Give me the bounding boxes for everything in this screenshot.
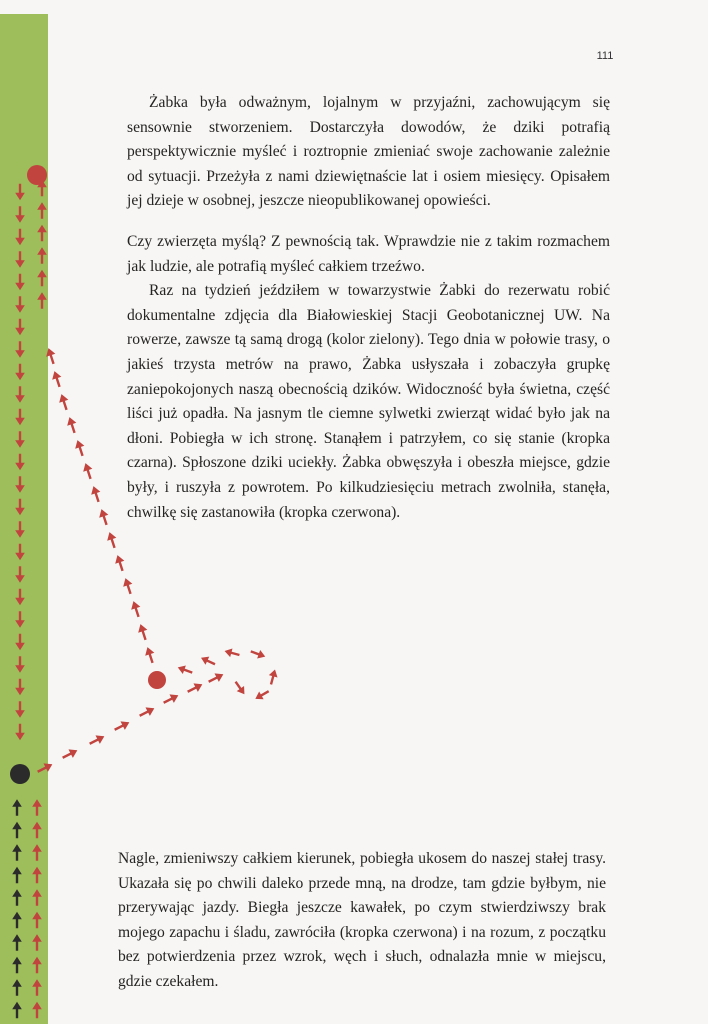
red-arrow-path-return bbox=[129, 600, 143, 619]
black-dot-stop-point bbox=[10, 764, 30, 784]
red-arrow-loop bbox=[199, 654, 217, 669]
red-arrow-path-out bbox=[161, 691, 180, 707]
red-arrow-loop bbox=[223, 647, 240, 660]
paragraph: Żabka była odważnym, lojalnym w przyjaźni, zachowującym się sensownie stworzeniem. Dostarczyła dowodów, że dziki potrafią perspektywicznie myśleć i roztropnie zmieniać swoje zachowanie zależnie od sytuacji. Przeżyła z nami dziewiętnaście lat i osiem miesięcy. Opisałem jej dzieje w osobnej, jeszcze nieopublikowanej opowieści. bbox=[127, 94, 610, 210]
red-arrow-path-out bbox=[60, 746, 79, 762]
red-arrow-loop bbox=[267, 668, 280, 685]
green-route-strip bbox=[0, 14, 48, 1024]
paragraph: Nagle, zmieniwszy całkiem kierunek, pobiegła ukosem do naszej stałej trasy. Ukazała się po chwili daleko przede mną, na drodze, tam gdzie byłbym, nie przerywając jazdy. Biegła jeszcze kawałek, po czym stwierdziwszy brak mojego zapachu i śladu, zawróciła (kropka czerwona) i na rozum, z początku bez potwierdzenia przez wzrok, węch i słuch, odnalazła mnie w miejscu, gdzie czekałem. bbox=[118, 850, 606, 990]
red-arrow-path-return bbox=[57, 393, 71, 412]
paragraph: Raz na tydzień jeździłem w towarzystwie Żabki do rezerwatu robić dokumentalne zdjęcia dla Białowieskiej Stacji Geobotanicznej UW. Na rowerze, zawsze tą samą drogą (kolor zielony). Tego dnia w połowie trasy, o jakieś trzysta metrów na prawo, Żabka usłyszała i zobaczyła grupkę zaniepokojonych naszą obecnością dzików. Widoczność była świetna, część liści już opadła. Na jasnym tle ciemne sylwetki zwierząt widać było jak na dłoni. Pobiegła w ich stronę. Stanąłem i patrzyłem, co się stanie (kropka czarna). Spłoszone dziki uciekły. Żabka obwęszyła i obeszła miejsce, gdzie były, i ruszyła z powrotem. Po kilkudziesięciu metrach zwolniła, stanęła, chwilkę się zastanowiła (kropka czerwona). bbox=[127, 282, 610, 521]
text-block-bottom bbox=[118, 847, 606, 995]
red-arrow-path-out bbox=[185, 680, 204, 696]
red-arrow-path-return bbox=[143, 646, 157, 665]
red-arrow-path-return bbox=[89, 485, 103, 504]
red-dot-return-point bbox=[27, 165, 47, 185]
red-arrow-path-out bbox=[206, 670, 225, 686]
red-arrow-path-return bbox=[105, 531, 119, 550]
red-arrow-path-return bbox=[65, 416, 79, 435]
red-arrow-loop bbox=[249, 647, 267, 661]
red-arrow-path-return bbox=[136, 623, 150, 642]
red-arrow-path-out bbox=[87, 732, 106, 748]
text-block-top bbox=[127, 91, 610, 214]
red-arrow-path-return bbox=[81, 462, 95, 481]
red-arrow-path-return bbox=[73, 439, 87, 458]
text-block-middle bbox=[127, 230, 610, 525]
red-arrow-path-out bbox=[137, 704, 156, 720]
red-arrow-path-return bbox=[97, 508, 111, 527]
red-arrow-loop bbox=[176, 663, 194, 677]
red-arrow-path-return bbox=[121, 577, 135, 596]
page-number: 111 bbox=[596, 50, 614, 62]
paragraph: Czy zwierzęta myślą? Z pewnością tak. Wprawdzie nie z takim rozmachem jak ludzie, ale potrafią myśleć całkiem trzeźwo. bbox=[127, 233, 610, 275]
red-arrow-path-return bbox=[50, 370, 64, 389]
red-arrow-path-out bbox=[112, 718, 131, 734]
red-arrow-loop bbox=[253, 687, 271, 702]
red-arrow-path-return bbox=[113, 554, 127, 573]
red-arrow-loop bbox=[232, 679, 248, 697]
red-dot-decision-point bbox=[148, 671, 166, 689]
